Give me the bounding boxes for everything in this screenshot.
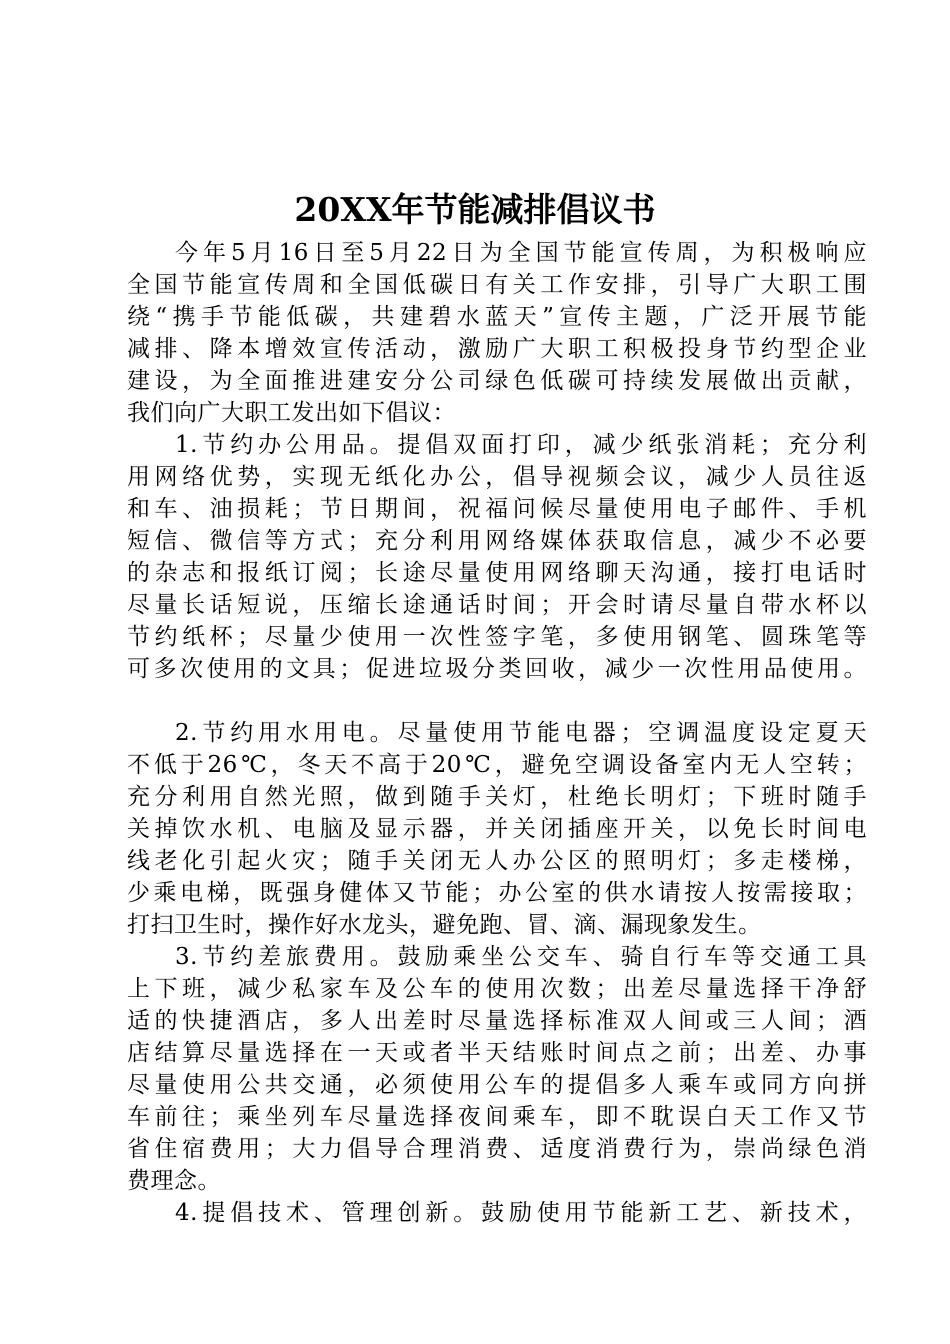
paragraph-line: 和车、油损耗；节日期间，祝福问候尽量使用电子邮件、手机 xyxy=(127,496,867,522)
paragraph-line: 3.节约差旅费用。鼓励乘坐公交车、骑自行车等交通工具 xyxy=(175,944,867,970)
paragraph-line: 节约纸杯；尽量少使用一次性签字笔，多使用钢笔、圆珠笔等 xyxy=(127,624,867,650)
paragraph-line: 全国节能宣传周和全国低碳日有关工作安排，引导广大职工围 xyxy=(127,272,867,298)
paragraph-line: 关掉饮水机、电脑及显示器，并关闭插座开关，以免长时间电 xyxy=(127,816,867,842)
paragraph-line: 省住宿费用；大力倡导合理消费、适度消费行为，崇尚绿色消 xyxy=(127,1136,867,1162)
paragraph-line: 建设，为全面推进建安分公司绿色低碳可持续发展做出贡献， xyxy=(127,368,867,394)
paragraph-line: 1.节约办公用品。提倡双面打印，减少纸张消耗；充分利 xyxy=(175,432,867,458)
blank-line xyxy=(127,685,867,717)
paragraph-line: 费理念。 xyxy=(127,1168,221,1194)
paragraph-line: 今年5月16日至5月22日为全国节能宣传周，为积极响应 xyxy=(175,240,867,266)
document-title: 20XX年节能减排倡议书 xyxy=(294,190,656,229)
paragraph-line: 绕“携手节能低碳，共建碧水蓝天”宣传主题，广泛开展节能 xyxy=(127,304,867,330)
paragraph-line: 用网络优势，实现无纸化办公，倡导视频会议，减少人员往返 xyxy=(127,464,867,490)
paragraph-line: 2.节约用水用电。尽量使用节能电器；空调温度设定夏天 xyxy=(175,720,867,746)
paragraph-line: 少乘电梯，既强身健体又节能；办公室的供水请按人按需接取； xyxy=(127,880,867,906)
paragraph-line: 4.提倡技术、管理创新。鼓励使用节能新工艺、新技术， xyxy=(175,1200,867,1226)
paragraph-line: 适的快捷酒店，多人出差时尽量选择标准双人间或三人间；酒 xyxy=(127,1008,867,1034)
paragraph-line: 的杂志和报纸订阅；长途尽量使用网络聊天沟通，接打电话时 xyxy=(127,560,867,586)
paragraph-line: 我们向广大职工发出如下倡议： xyxy=(127,400,456,426)
document-body xyxy=(127,237,867,1229)
paragraph-line: 短信、微信等方式；充分利用网络媒体获取信息，减少不必要 xyxy=(127,528,867,554)
paragraph-line: 线老化引起火灾；随手关闭无人办公区的照明灯；多走楼梯， xyxy=(127,848,867,874)
paragraph-line: 车前往；乘坐列车尽量选择夜间乘车，即不耽误白天工作又节 xyxy=(127,1104,867,1130)
paragraph-line: 充分利用自然光照，做到随手关灯，杜绝长明灯；下班时随手 xyxy=(127,784,867,810)
paragraph-line: 店结算尽量选择在一天或者半天结账时间点之前；出差、办事 xyxy=(127,1040,867,1066)
paragraph-line: 打扫卫生时，操作好水龙头，避免跑、冒、滴、漏现象发生。 xyxy=(127,912,762,938)
paragraph-line: 减排、降本增效宣传活动，激励广大职工积极投身节约型企业 xyxy=(127,336,867,362)
paragraph-line: 可多次使用的文具；促进垃圾分类回收，减少一次性用品使用。 xyxy=(127,656,867,682)
paragraph-line: 尽量使用公共交通，必须使用公车的提倡多人乘车或同方向拼 xyxy=(127,1072,867,1098)
paragraph-line: 上下班，减少私家车及公车的使用次数；出差尽量选择干净舒 xyxy=(127,976,867,1002)
paragraph-line: 尽量长话短说，压缩长途通话时间；开会时请尽量自带水杯以 xyxy=(127,592,867,618)
paragraph-line: 不低于26℃，冬天不高于20℃，避免空调设备室内无人空转； xyxy=(127,752,867,778)
